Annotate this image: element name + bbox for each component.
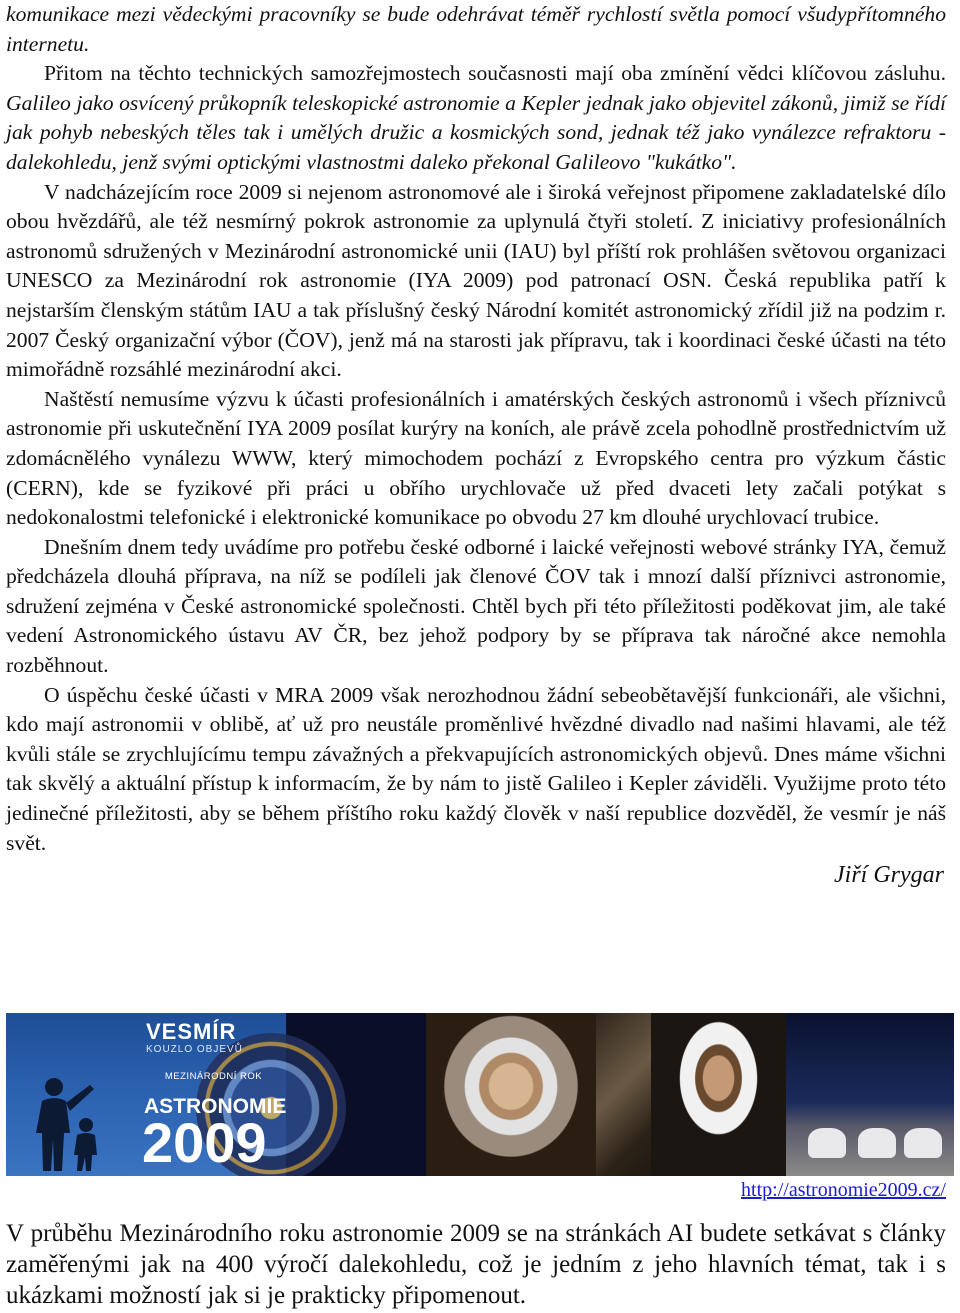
closing-note: V průběhu Mezinárodního roku astronomie 2009 se na stránkách AI budete setkávat s články zaměřenými jak na 400 výročí dalekohledu, což je jedním z jeho hlavních témat, tak i s ukázkami možností jak si je prakticky připomenout. xyxy=(6,1220,946,1309)
paragraph-2 xyxy=(6,59,946,177)
paragraph-4: Naštěstí nemusíme výzvu k účasti profesionálních i amatérských českých astronomů i všech příznivců astronomie při uskutečnění IYA 2009 posílat kurýry na koních, ale právě zcela pohodlně prostřednictvím už zdomácnělého vynálezu WWW, který mimochodem pochází z Evropského centra pro výzkum částic (CERN), kde se fyzikové při práci u obřího urychlovače už před dvaceti lety začali potýkat s nedokonalostmi telefonické i elektronické komunikace po obvodu 27 km dlouhé urychlovací trubice. xyxy=(6,386,946,530)
paragraph-2-upright: Přitom na těchto technických samozřejmostech současnosti mají oba zmínění vědci klíčovou zásluhu. xyxy=(44,61,946,86)
banner-year-text: 2009 xyxy=(142,1111,267,1174)
banner-vesmir-text: VESMÍR xyxy=(146,1019,237,1044)
observatory-dome-icon xyxy=(858,1128,896,1158)
observatory-dome-icon xyxy=(904,1128,942,1158)
observatory-dome-icon xyxy=(808,1128,846,1158)
iya-website-link[interactable]: http://astronomie2009.cz/ xyxy=(741,1179,946,1201)
observatory-image xyxy=(786,1013,954,1176)
paragraph-6: O úspěchu české účasti v MRA 2009 však nerozhodnou žádní sebeobětavější funkcionáři, ale všichni, kdo mají astronomii v oblibě, ať už pro neustále proměnlivé hvězdné divadlo nad našimi hlavami, ale též kvůli stále se zrychlujícímu tempu závažných a překvapujících astronomických objevů. Dnes máme všichni tak skvělý a aktuální přístup k informacím, že by nám to jistě Galileo i Kepler záviděli. Využijme proto této jedinečné příležitosti, aby se během příštího roku každý člověk v naší republice dozvěděl, že vesmír je náš svět. xyxy=(6,682,946,855)
galileo-portrait-image xyxy=(426,1013,596,1176)
article xyxy=(6,0,946,890)
iya-2009-banner-image xyxy=(6,1013,954,1176)
paragraph-3: V nadcházejícím roce 2009 si nejenom astronomové ale i široká veřejnost připomene zakladatelské dílo obou hvězdářů, ale též nesmírný pokrok astronomie za uplynulá čtyři století. Z iniciativy profesionálních astronomů sdružených v Mezinárodní astronomické unii (IAU) byl příští rok prohlášen světovou organizaci UNESCO za Mezinárodní rok astronomie (IYA 2009) pod patronací OSN. Česká republika patří k nejstarším členským státům IAU a tak příslušný český Národní komitét astronomický zřídil již na podzim r. 2007 Český organizační výbor (ČOV), jenž má na starosti jak přípravu, tak i koordinaci české účasti na této mimořádně rozsáhlé mezinárodní akci. xyxy=(6,179,946,382)
kepler-portrait-image xyxy=(651,1013,786,1176)
paragraph-1: komunikace mezi vědeckými pracovníky se bude odehrávat téměř rychlostí světla pomocí všudypřítomného internetu. xyxy=(6,2,946,56)
banner-kouzlo-text: KOUZLO OBJEVŮ xyxy=(146,1044,243,1055)
paragraph-2-italic: Galileo jako osvícený průkopník teleskopické astronomie a Kepler jednak jako objevitel zákonů, jimiž se řídí jak pohyb nebeských těles tak i umělých družic a kosmických sond, jednak též jako vynálezce refraktoru - dalekohledu, jenž svými optickými vlastnostmi daleko překonal Galileovo "kukátko". xyxy=(6,90,946,174)
signature: Jiří Grygar xyxy=(834,862,944,889)
banner-mr-text: MEZINÁRODNÍ ROK xyxy=(164,1071,263,1082)
parent-child-silhouette-icon xyxy=(24,1073,134,1173)
paragraph-5: Dnešním dnem tedy uvádíme pro potřebu české odborné i laické veřejnosti webové stránky IYA, čemuž předcházela dlouhá příprava, na níž se podíleli jak členové ČOV tak i mnozí další příznivci astronomie, sdružení zejména v České astronomické společnosti. Chtěl bych při této příležitosti poděkovat jim, ale také vedení Astronomického ústavu AV ČR, bez jehož podpory by se příprava tak náročné akce nemohla rozběhnout. xyxy=(6,534,946,678)
banner-astronomie-text: ASTRONOMIE xyxy=(144,1095,287,1118)
